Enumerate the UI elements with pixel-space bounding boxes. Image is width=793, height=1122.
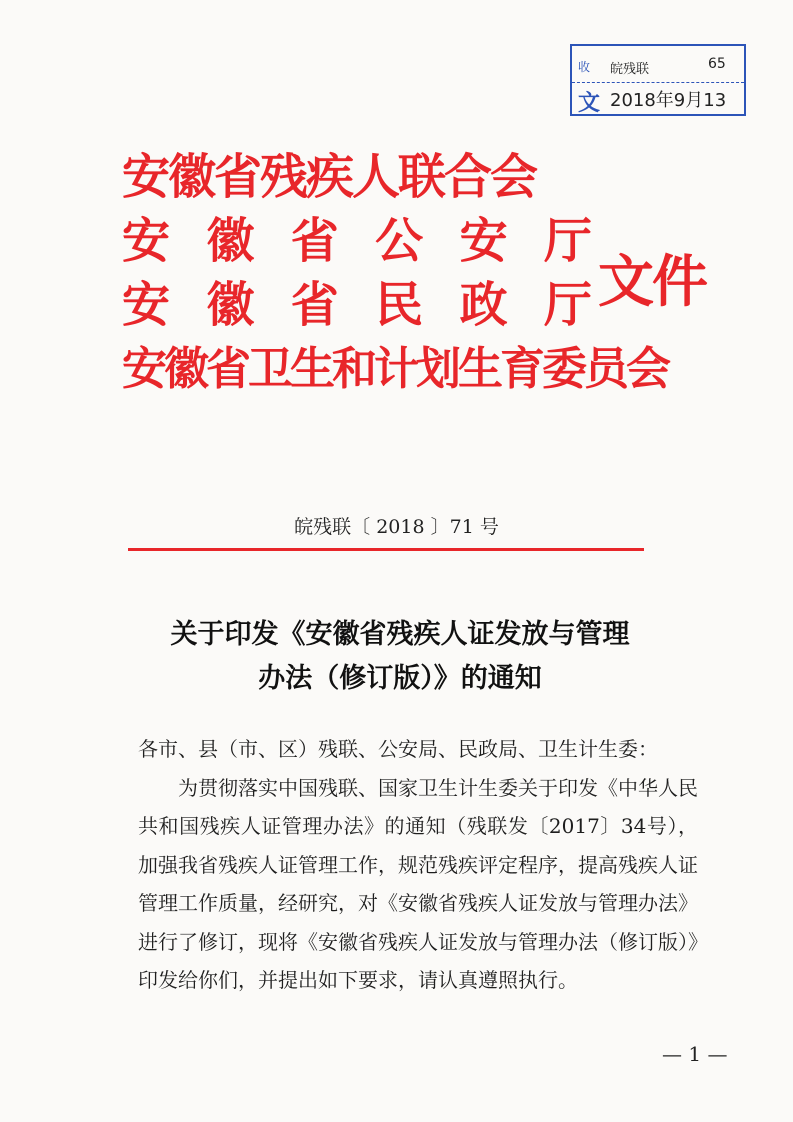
issuer-character: 徽	[206, 213, 255, 269]
issuer-character: 政	[459, 277, 508, 333]
issuer-character: 省	[290, 277, 339, 333]
issuer-character: 省	[290, 213, 339, 269]
issuer-character: 安	[122, 213, 171, 269]
notice-title	[100, 613, 700, 701]
stamp-divider	[572, 82, 744, 83]
issuer-line: 安徽省卫生和计划生育委员会	[122, 342, 669, 395]
issuer-character: 厅	[543, 213, 592, 269]
received-stamp	[570, 44, 746, 116]
notice-body	[138, 730, 698, 1000]
issuer-line	[122, 273, 592, 337]
issuer-character: 徽	[206, 277, 255, 333]
document-type: 文件	[598, 249, 706, 315]
red-divider-line	[128, 548, 644, 551]
issuer-character: 厅	[543, 277, 592, 333]
stamp-unit: 皖残联	[610, 62, 650, 77]
stamp-number: 65	[708, 56, 726, 72]
page-number: — 1 —	[662, 1042, 728, 1066]
document-number: 皖残联〔 2018 〕71 号	[294, 516, 499, 538]
stamp-label-bottom: 文	[578, 91, 601, 116]
issuer-character: 民	[375, 277, 424, 333]
issuer-character: 公	[375, 213, 424, 269]
issuer-character: 安	[459, 213, 508, 269]
title-line: 办法（修订版）》的通知	[258, 663, 542, 694]
stamp-label-top: 收	[578, 60, 591, 74]
salutation: 各市、县（市、区）残联、公安局、民政局、卫生计生委：	[138, 737, 658, 761]
body-paragraph: 为贯彻落实中国残联、国家卫生计生委关于印发《中华人民共和国残疾人证管理办法》的通知（残联发〔2017〕34号），加强我省残疾人证管理工作，规范残疾评定程序，提高残疾人证管理工作质量，经研究，对《安徽省残疾人证发放与管理办法》进行了修订，现将《安徽省残疾人证发放与管理办法（修订版）》印发给你们，并提出如下要求，请认真遵照执行。	[138, 775, 698, 992]
stamp-date: 2018年9月13	[610, 90, 727, 111]
issuer-line	[122, 209, 592, 273]
issuer-line: 安徽省残疾人联合会	[122, 149, 537, 205]
issuer-character: 安	[122, 277, 171, 333]
title-line: 关于印发《安徽省残疾人证发放与管理	[170, 619, 630, 650]
